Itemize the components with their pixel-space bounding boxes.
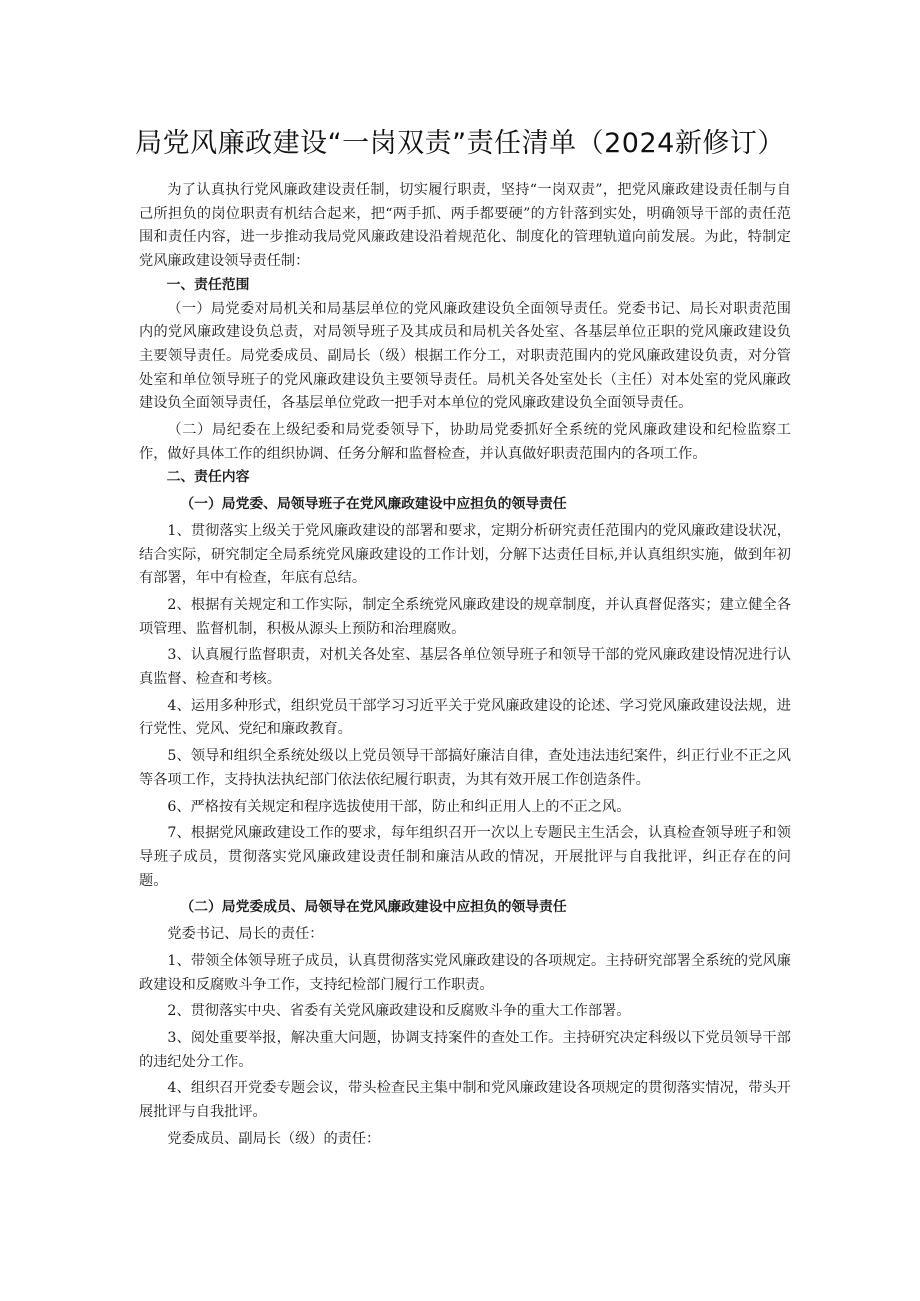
secretary-duty-2: 2、贯彻落实中央、省委有关党风廉政建设和反腐败斗争的重大工作部署。 [167,1003,631,1020]
content-item-5: 5、领导和组织全系统处级以上党员领导干部搞好廉洁自律，查处违法违纪案件，纠正行业不正之风等各项工作，支持执法执纪部门依法依纪履行职责，为其有效开展工作创造条件。 [139,748,791,788]
section-heading-content: 二、责任内容 [166,469,250,486]
content-item-3: 3、认真履行监督职责，对机关各处室、基层各单位领导班子和领导干部的党风廉政建设情况进行认真监督、检查和考核。 [139,647,791,688]
document-title: 局党风廉政建设“一岗双责”责任清单（2024新修订） [135,128,785,159]
members-duties-label: 党委成员、副局长（级）的责任： [167,1130,381,1147]
secretary-duty-3: 3、阅处重要举报，解决重大问题，协调支持案件的查处工作。主持研究决定科级以下党员领导干部的违纪处分工作。 [139,1029,791,1070]
secretary-duty-4: 4、组织召开党委专题会议，带头检查民主集中制和党风廉政建设各项规定的贯彻落实情况，带头开展批评与自我批评。 [139,1080,791,1121]
scope-paragraph-1: （一）局党委对局机关和局基层单位的党风廉政建设负全面领导责任。党委书记、局长对职责范围内的党风廉政建设负总责，对局领导班子及其成员和局机关各处室、各基层单位正职的党风廉政建设负主要领导责任。局党委成员、副局长（级）根据工作分工，对职责范围内的党风廉政建设负责，对分管处室和单位领导班子的党风廉政建设负主要领导责任。局机关各处室处长（主任）对本处室的党风廉政建设负全面领导责任，各基层单位党政一把手对本单位的党风廉政建设负全面领导责任。 [139,300,791,412]
content-item-7: 7、根据党风廉政建设工作的要求，每年组织召开一次以上专题民主生活会，认真检查领导班子和领导班子成员，贯彻落实党风廉政建设责任制和廉洁从政的情况，开展批评与自我批评，纠正存在的问题。 [139,825,791,889]
content-item-4: 4、运用多种形式，组织党员干部学习习近平关于党风廉政建设的论述、学习党风廉政建设法规，进行党性、党风、党纪和廉政教育。 [139,697,791,738]
section-heading-scope: 一、责任范围 [166,276,250,293]
intro-paragraph: 为了认真执行党风廉政建设责任制，切实履行职责，坚持“一岗双责”，把党风廉政建设责任制与自己所担负的岗位职责有机结合起来，把“两手抓、两手都要硬”的方针落到实处，明确领导干部的责任范围和责任内容，进一步推动我局党风廉政建设沿着规范化、制度化的管理轨道向前发展。为此，特制定党风廉政建设领导责任制： [139,182,791,270]
scope-paragraph-2: （二）局纪委在上级纪委和局党委领导下，协助局党委抓好全系统的党风廉政建设和纪检监察工作，做好具体工作的组织协调、任务分解和监督检查，并认真做好职责范围内的各项工作。 [139,422,791,462]
subsection-heading-2: （二）局党委成员、局领导在党风廉政建设中应担负的领导责任 [180,899,567,916]
subsection-heading-1: （一）局党委、局领导班子在党风廉政建设中应担负的领导责任 [180,496,567,513]
content-item-6: 6、严格按有关规定和程序选拔使用干部，防止和纠正用人上的不正之风。 [167,798,631,815]
secretary-duties-label: 党委书记、局长的责任： [167,926,324,943]
secretary-duty-1: 1、带领全体领导班子成员，认真贯彻落实党风廉政建设的各项规定。主持研究部署全系统的党风廉政建设和反腐败斗争工作，支持纪检部门履行工作职责。 [139,952,791,993]
document-body [139,179,791,1151]
content-item-1: 1、贯彻落实上级关于党风廉政建设的部署和要求，定期分析研究责任范围内的党风廉政建设状况，结合实际，研究制定全局系统党风廉政建设的工作计划，分解下达责任目标,并认真组织实施，做到年初有部署，年中有检查，年底有总结。 [139,522,791,587]
content-item-2: 2、根据有关规定和工作实际，制定全系统党风廉政建设的规章制度，并认真督促落实；建立健全各项管理、监督机制，积极从源头上预防和治理腐败。 [139,596,791,637]
